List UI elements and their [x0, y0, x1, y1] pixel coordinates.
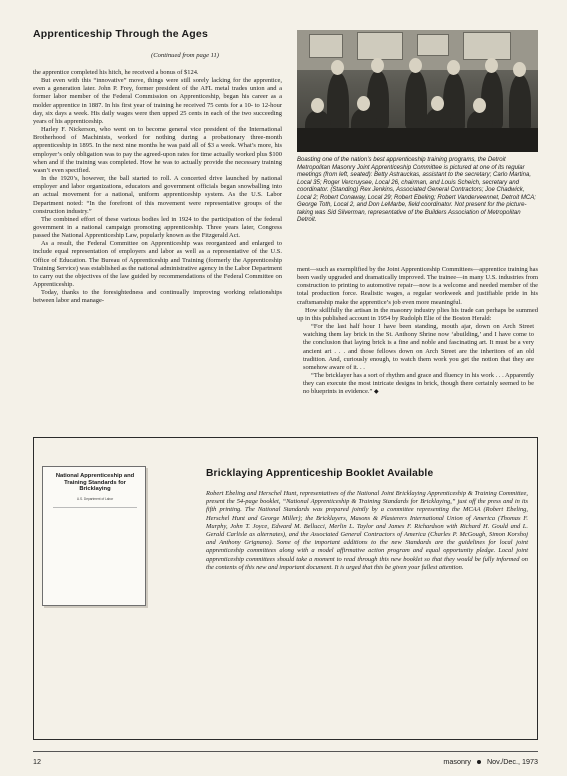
- bullet-icon: [477, 760, 481, 764]
- person-head: [473, 98, 486, 113]
- right-column: [297, 266, 538, 397]
- magazine-name: masonry: [443, 757, 471, 766]
- end-mark: ◆: [373, 389, 379, 396]
- person-head: [357, 96, 370, 111]
- person-head: [513, 62, 526, 77]
- body-paragraph: As a result, the Federal Committee on Apprenticeship was reorganized and enlarged to include equal representation of employers and labor as well as a representative of the U.S. Office of Education. The Bureau of Apprenticeship and Training (formerly the Apprenticeship Training Service) was established as the national administrative agency in the Labor Department to carry out the objectives of the law guided by recommendations of the Federal Committee on Apprenticeship.: [33, 240, 282, 289]
- body-paragraph: In the 1920’s, however, the ball started to roll. A concerted drive launched by national employer and labor organizations, educators and government officials began snowballing into an actual movement for a national, uniform apprenticeship system. As the U.S. Labor Department noted: “In the forefront of this movement were representative groups of the construction industry.”: [33, 175, 282, 215]
- body-paragraph: How skillfully the artisan in the masonry industry plies his trade can perhaps be summed up in this published account in 1954 by Rudolph Elie of the Boston Herald:: [297, 306, 538, 322]
- issue-date: Nov./Dec., 1973: [486, 757, 538, 766]
- quote-paragraph: [297, 372, 538, 396]
- footer-rule: [33, 751, 538, 752]
- person-head: [447, 60, 460, 75]
- committee-photo: [297, 30, 538, 152]
- body-paragraph: ment—such as exemplified by the Joint Apprenticeship Committees—apprentice training has been vastly upgraded and dramatically improved. The trainee—in many U.S. industries from construction to printing to automotive repair—now is a welcome and needed member of the total production force. Realistic wages, a regular workweek and justifiable pride in his craftsmanship make the apprentice’s job even more meaningful.: [297, 266, 538, 306]
- person-head: [485, 58, 498, 73]
- booklet-cover: [42, 466, 146, 606]
- standing-person: [509, 74, 531, 132]
- article-title: Apprenticeship Through the Ages: [33, 28, 208, 40]
- body-paragraph: The combined effort of these various bodies led in 1924 to the participation of the federal government in a national campaign promoting apprenticeship. Three years later, Congress passed the National Apprenticeship Law, popularly known as the Fitzgerald Act.: [33, 215, 282, 240]
- body-paragraph: But even with this “innovative” move, things were still sorely lacking for the apprentice, even a generation later. John P. Frey, former president of the AFL metal trades union and a former labor member of the Federal Commission on Apprenticeship, began his career as a molder apprentice in 1887. In his first year of training he received 75 cents for a 10- to 12-hour day, six days a week. His daily wages were then upped 25 cents in each of the two succeeding years of his apprenticeship.: [33, 77, 282, 125]
- person-head: [431, 96, 444, 111]
- person-head: [331, 60, 344, 75]
- sidebar-heading: Bricklaying Apprenticeship Booklet Available: [206, 468, 434, 479]
- booklet-title: National Apprenticeship and Training Standards for Bricklaying: [55, 473, 135, 493]
- continued-note: (Continued from page 11): [151, 52, 219, 59]
- body-paragraph: Today, thanks to the foresightedness and continually improving working relationships between labor and manage-: [33, 289, 282, 305]
- booklet-subtitle: U.S. Department of Labor: [76, 497, 114, 501]
- page-number: 12: [33, 757, 41, 766]
- person-head: [409, 58, 422, 73]
- person-head: [371, 58, 384, 73]
- body-paragraph: Harley F. Nickerson, who went on to become general vice president of the International Brotherhood of Machinists, worked for nothing during a probationary three-month apprenticeship in 1895. In the next nine months he was paid all of $3 a week. What’s more, his employer’s only obligation was to pay the agreed-upon rates for time actually worked plus $100 when and if the training was completed. How he was to actually provide the necessary training wasn’t even specified.: [33, 126, 282, 174]
- wall-frame: [417, 34, 449, 56]
- wall-frame: [463, 32, 511, 60]
- meeting-table: [297, 128, 538, 152]
- wall-frame: [309, 34, 343, 58]
- left-column: [33, 69, 282, 306]
- sidebar-body: Robert Ebeling and Herschel Hunt, representatives of the National Joint Bricklaying Apprenticeship & Training Committee, present the 54-page booklet, “National Apprenticeship & Training Standards for Bricklaying,” just off the press and in its fifth printing. The National Standards was prepared jointly by a committee representing the MCAA (Robert Ebeling, Herschel Hunt and George Miller); the Bricklayers, Masons & Plasterers International Union of America (Thomas F. Murphy, John T. Joyce, Edward M. Bellucci, Merlin L. Taylor and James F. Richardson with Richard H. Gould and L. Gerald Carlisle as alternates), and the Associated General Contractors of America (Charles P. McGough, Simon Korshoj and Anthony Grignano). Some of the important additions to the new Standards are the guidelines for local joint apprenticeship committees along with a model affirmative action program and equal opportunity pledge. Local joint apprenticeship committees should take a moment to read through this new booklet so that they would be fully informed on the contents of this new and important document. It is urged that this be given your fullest attention.: [206, 490, 528, 571]
- body-paragraph: the apprentice completed his hitch, he received a bonus of $124.: [33, 69, 199, 76]
- person-head: [311, 98, 324, 113]
- folio: [443, 757, 538, 766]
- photo-caption: Boasting one of the nation’s best apprenticeship training programs, the Detroit Metropolitan Masonry Joint Apprenticeship Committee is pictured at one of its regular meetings (from left, seated): Betty Astrauckas, assistant to the secretary; Carlo Martina, Local 35; Roger Vercruysee, Local 26, chairman, and Louis Scheich, secretary and coordinator. (Standing) Rex Jenkins, Associated General Contractors; Joe Chadwick, Local 2; Robert Conaway, Local 29; Robert Ebeling; Robert Vanderveennet, Detroit MCA; George Toth, Local 2, and Don LeMarbe, field coordinator. Not present for the picture-taking was Sid Silverman, representative of the Builders Association of Metropolitan Detroit.: [297, 157, 536, 224]
- quote-paragraph: “For the last half hour I have been standing, mouth ajar, down on Arch Street watching them lay brick in the St. Anthony Shrine now ‘abuilding,’ and I have come to the conclusion that laying brick is a fine and noble and fascinating art. It must be a very ancient art . . . and those fellows down on Arch Street are the inheritors of an old tradition. And, curiously enough, to watch them work you get the notion that they are somehow aware of it. . .: [303, 323, 534, 371]
- booklet-rule: [53, 507, 137, 508]
- standing-person: [405, 70, 427, 130]
- quote-text: “The bricklayer has a sort of rhythm and grace and fluency in his work . . . Apparently they can execute the most intricate designs in brick, though there certainly seemed to be no blueprints in evidence.”: [303, 372, 534, 396]
- wall-frame: [357, 32, 403, 60]
